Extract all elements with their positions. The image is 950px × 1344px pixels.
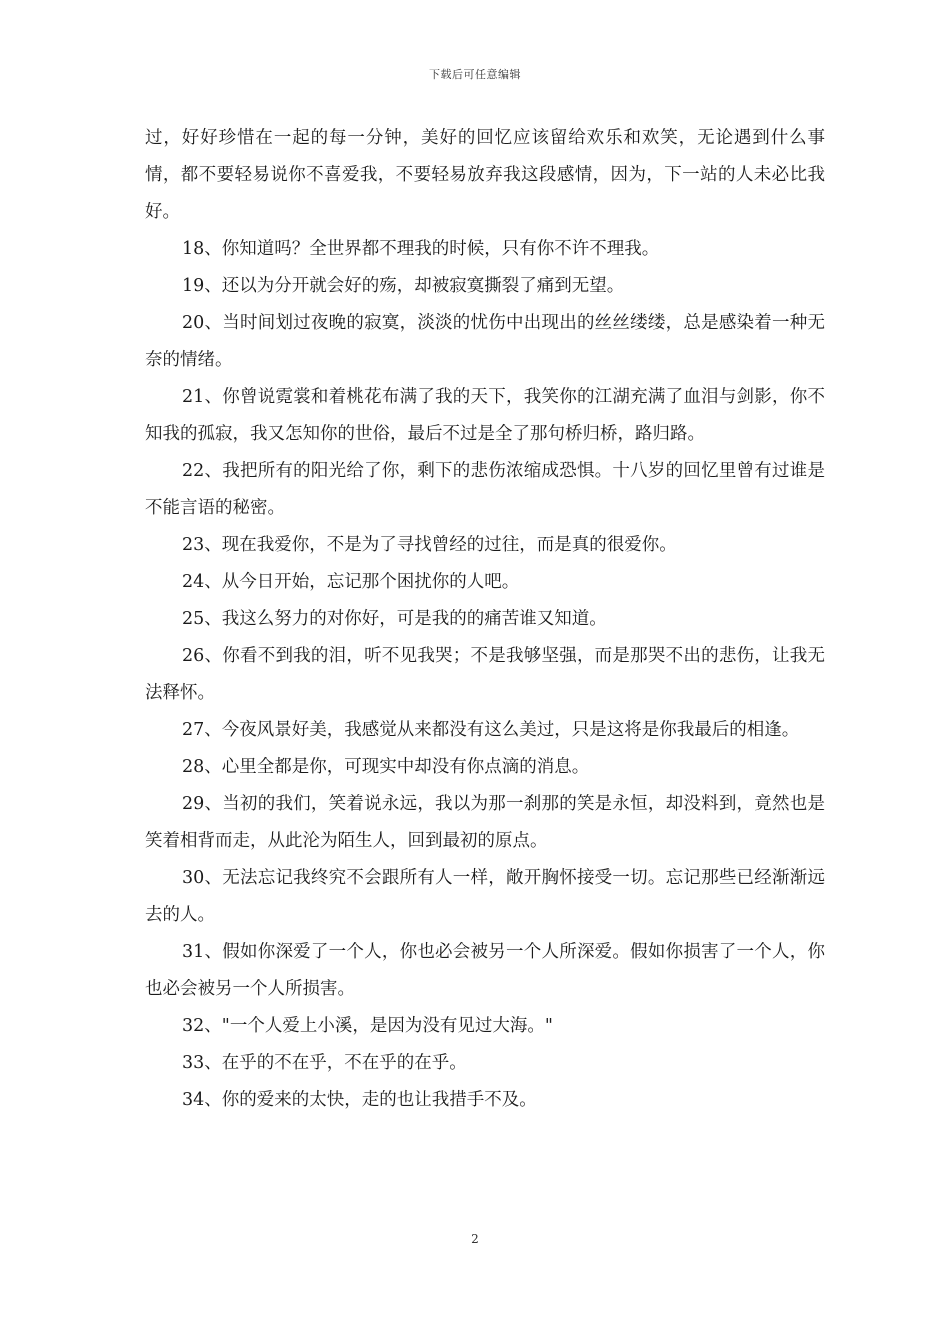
paragraph: 23、现在我爱你，不是为了寻找曾经的过往，而是真的很爱你。 — [182, 535, 677, 555]
page-header: 下载后可任意编辑 — [429, 68, 521, 81]
paragraph: 25、我这么努力的对你好，可是我的的痛苦谁又知道。 — [182, 609, 607, 629]
paragraph: 29、当初的我们，笑着说永远，我以为那一刹那的笑是永恒，却没料到，竟然也是笑着相背而走，从此沦为陌生人，回到最初的原点。 — [145, 794, 825, 851]
document-body — [145, 120, 825, 1119]
paragraph: 26、你看不到我的泪，听不见我哭；不是我够坚强，而是那哭不出的悲伤，让我无法释怀。 — [145, 646, 825, 703]
paragraph: 27、今夜风景好美，我感觉从来都没有这么美过，只是这将是你我最后的相逢。 — [182, 720, 800, 740]
paragraph: 30、无法忘记我终究不会跟所有人一样，敞开胸怀接受一切。忘记那些已经渐渐远去的人。 — [145, 868, 825, 925]
paragraph: 34、你的爱来的太快，走的也让我措手不及。 — [182, 1090, 537, 1110]
paragraph: 21、你曾说霓裳和着桃花布满了我的天下，我笑你的江湖充满了血泪与剑影，你不知我的孤寂，我又怎知你的世俗，最后不过是全了那句桥归桥，路归路。 — [145, 387, 825, 444]
paragraph: 24、从今日开始，忘记那个困扰你的人吧。 — [182, 572, 520, 592]
paragraph: 28、心里全都是你，可现实中却没有你点滴的消息。 — [182, 757, 590, 777]
paragraph: 18、你知道吗？全世界都不理我的时候，只有你不许不理我。 — [182, 239, 660, 259]
paragraph: 22、我把所有的阳光给了你，剩下的悲伤浓缩成恐惧。十八岁的回忆里曾有过谁是不能言语的秘密。 — [145, 461, 825, 518]
paragraph: 31、假如你深爱了一个人，你也必会被另一个人所深爱。假如你损害了一个人，你也必会被另一个人所损害。 — [145, 942, 825, 999]
paragraph: 19、还以为分开就会好的殇，却被寂寞撕裂了痛到无望。 — [182, 276, 625, 296]
paragraph: 过，好好珍惜在一起的每一分钟，美好的回忆应该留给欢乐和欢笑，无论遇到什么事情，都不要轻易说你不喜爱我，不要轻易放弃我这段感情，因为，下一站的人未必比我好。 — [145, 128, 825, 222]
paragraph: 33、在乎的不在乎，不在乎的在乎。 — [182, 1053, 467, 1073]
page-number: 2 — [471, 1232, 479, 1246]
paragraph: 32、"一个人爱上小溪，是因为没有见过大海。" — [182, 1016, 553, 1036]
paragraph: 20、当时间划过夜晚的寂寞，淡淡的忧伤中出现出的丝丝缕缕，总是感染着一种无奈的情绪。 — [145, 313, 825, 370]
